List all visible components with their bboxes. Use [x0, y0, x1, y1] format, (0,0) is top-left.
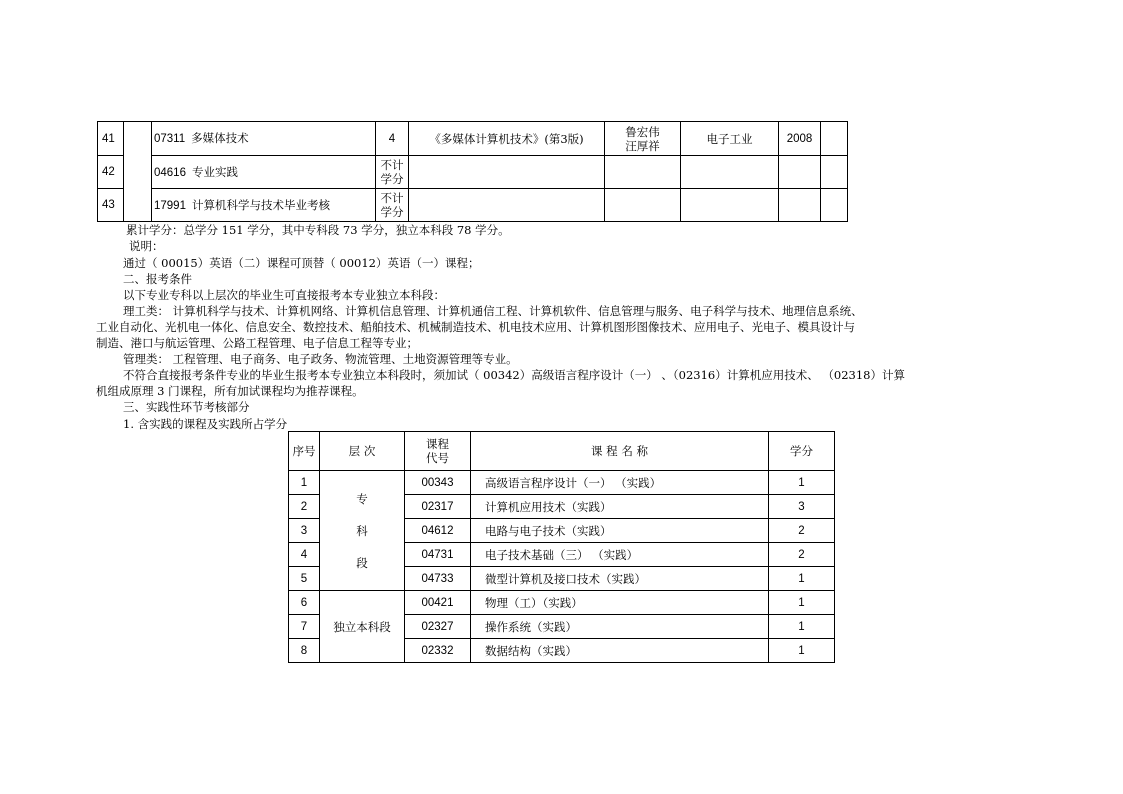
course-name: 计算机科学与技术毕业考核 [191, 197, 330, 212]
course-name: 多媒体技术 [191, 131, 249, 145]
row-code: 00343 [405, 471, 471, 495]
empty-cell [409, 189, 605, 222]
empty-cell [681, 156, 779, 189]
row-name: 计算机应用技术（实践） [471, 495, 769, 519]
row-seq: 1 [289, 471, 320, 495]
credits-summary: 累计学分：总学分 151 学分，其中专科段 73 学分，独立本科段 78 学分。 [126, 223, 510, 237]
note-text: 通过（ 00015）英语（二）课程可顶替（ 00012）英语（一）课程； [123, 256, 480, 270]
course-credit [376, 189, 409, 222]
row-credit: 2 [769, 519, 835, 543]
row-credit: 1 [769, 639, 835, 663]
empty-cell [821, 122, 848, 156]
credit-line: 学分 [380, 205, 404, 219]
row-credit: 1 [769, 591, 835, 615]
row-seq: 3 [289, 519, 320, 543]
row-seq: 4 [289, 543, 320, 567]
section2-title: 二、报考条件 [123, 272, 192, 286]
row-seq: 7 [289, 615, 320, 639]
row-credit: 1 [769, 471, 835, 495]
level-char: 专 [356, 491, 368, 506]
course-credit: 4 [376, 122, 409, 156]
table-row [98, 122, 848, 156]
table-row [98, 156, 848, 189]
empty-cell [821, 156, 848, 189]
empty-cell [821, 189, 848, 222]
sci-line-1: 理工类： 计算机科学与技术、计算机网络、计算机信息管理、计算机通信工程、计算机软件、信息管理与服务、电子科学与技术、地理信息系统、 [123, 304, 863, 318]
header-code [405, 432, 471, 471]
course-code: 17991 [154, 199, 186, 212]
row-name: 电路与电子技术（实践） [471, 519, 769, 543]
header-seq: 序号 [289, 432, 320, 471]
empty-cell [779, 156, 821, 189]
row-seq: 5 [289, 567, 320, 591]
row-seq: 41 [98, 122, 124, 156]
header-code-line: 代号 [426, 451, 449, 465]
section2-intro: 以下专业专科以上层次的毕业生可直接报考本专业独立本科段： [123, 288, 445, 302]
extra-line-2: 机组成原理 3 门课程，所有加试课程均为推荐课程。 [96, 384, 364, 398]
level-char: 段 [356, 555, 368, 570]
table-row [289, 591, 835, 615]
row-credit: 1 [769, 567, 835, 591]
code-name-cell [152, 122, 376, 156]
course-table [97, 121, 848, 222]
row-code: 04733 [405, 567, 471, 591]
row-name: 高级语言程序设计（一） （实践） [471, 471, 769, 495]
level-benke: 独立本科段 [320, 591, 405, 663]
credit-line: 不计 [380, 158, 404, 172]
row-name: 电子技术基础（三） （实践） [471, 543, 769, 567]
extra-line-1: 不符合直接报考条件专业的毕业生报考本专业独立本科段时，须加试（ 00342）高级语言程序设计（一） 、（02316）计算机应用技术、 （02318）计算 [123, 368, 905, 382]
author-1: 鲁宏伟 [625, 124, 660, 139]
row-seq: 2 [289, 495, 320, 519]
row-code: 04731 [405, 543, 471, 567]
empty-cell [409, 156, 605, 189]
row-code: 04612 [405, 519, 471, 543]
row-credit: 1 [769, 615, 835, 639]
level-cell [124, 122, 152, 222]
section3-title: 三、实践性环节考核部分 [123, 400, 250, 414]
table-header-row [289, 432, 835, 471]
row-seq: 42 [98, 156, 124, 189]
code-name-cell [152, 189, 376, 222]
course-code: 07311 [154, 133, 186, 145]
row-seq: 43 [98, 189, 124, 222]
row-seq: 8 [289, 639, 320, 663]
note-label: 说明： [129, 239, 164, 253]
empty-cell [779, 189, 821, 222]
publisher: 电子工业 [681, 122, 779, 156]
header-code-line: 课程 [426, 437, 449, 451]
row-credit: 2 [769, 543, 835, 567]
author-2: 汪厚祥 [625, 138, 660, 153]
row-code: 02332 [405, 639, 471, 663]
empty-cell [605, 189, 681, 222]
sci-line-3: 制造、港口与航运管理、公路工程管理、电子信息工程等专业； [96, 336, 418, 350]
code-name-cell [152, 156, 376, 189]
row-code: 02327 [405, 615, 471, 639]
author-cell [605, 122, 681, 156]
row-name: 物理（工）（实践） [471, 591, 769, 615]
course-name: 专业实践 [191, 164, 238, 179]
header-name: 课 程 名 称 [471, 432, 769, 471]
mgmt-line: 管理类： 工程管理、电子商务、电子政务、物流管理、土地资源管理等专业。 [123, 352, 518, 366]
table-row [289, 471, 835, 495]
practice-table [288, 431, 835, 663]
level-char: 科 [356, 523, 368, 538]
row-name: 微型计算机及接口技术（实践） [471, 567, 769, 591]
empty-cell [605, 156, 681, 189]
row-name: 数据结构（实践） [471, 639, 769, 663]
header-credit: 学分 [769, 432, 835, 471]
header-level: 层 次 [320, 432, 405, 471]
row-credit: 3 [769, 495, 835, 519]
row-code: 00421 [405, 591, 471, 615]
section3-sub: 1. 含实践的课程及实践所占学分 [123, 417, 288, 431]
empty-cell [681, 189, 779, 222]
row-code: 02317 [405, 495, 471, 519]
row-name: 操作系统（实践） [471, 615, 769, 639]
course-code: 04616 [154, 166, 186, 179]
level-zhuanke [320, 471, 405, 591]
textbook: 《多媒体计算机技术》(第3版) [409, 122, 605, 156]
year: 2008 [779, 122, 821, 156]
sci-line-2: 工业自动化、光机电一体化、信息安全、数控技术、船舶技术、机械制造技术、机电技术应用、计算机图形图像技术、应用电子、光电子、模具设计与 [96, 320, 855, 334]
credit-line: 不计 [380, 191, 404, 205]
course-credit [376, 156, 409, 189]
credit-line: 学分 [380, 172, 404, 186]
row-seq: 6 [289, 591, 320, 615]
table-row [98, 189, 848, 222]
